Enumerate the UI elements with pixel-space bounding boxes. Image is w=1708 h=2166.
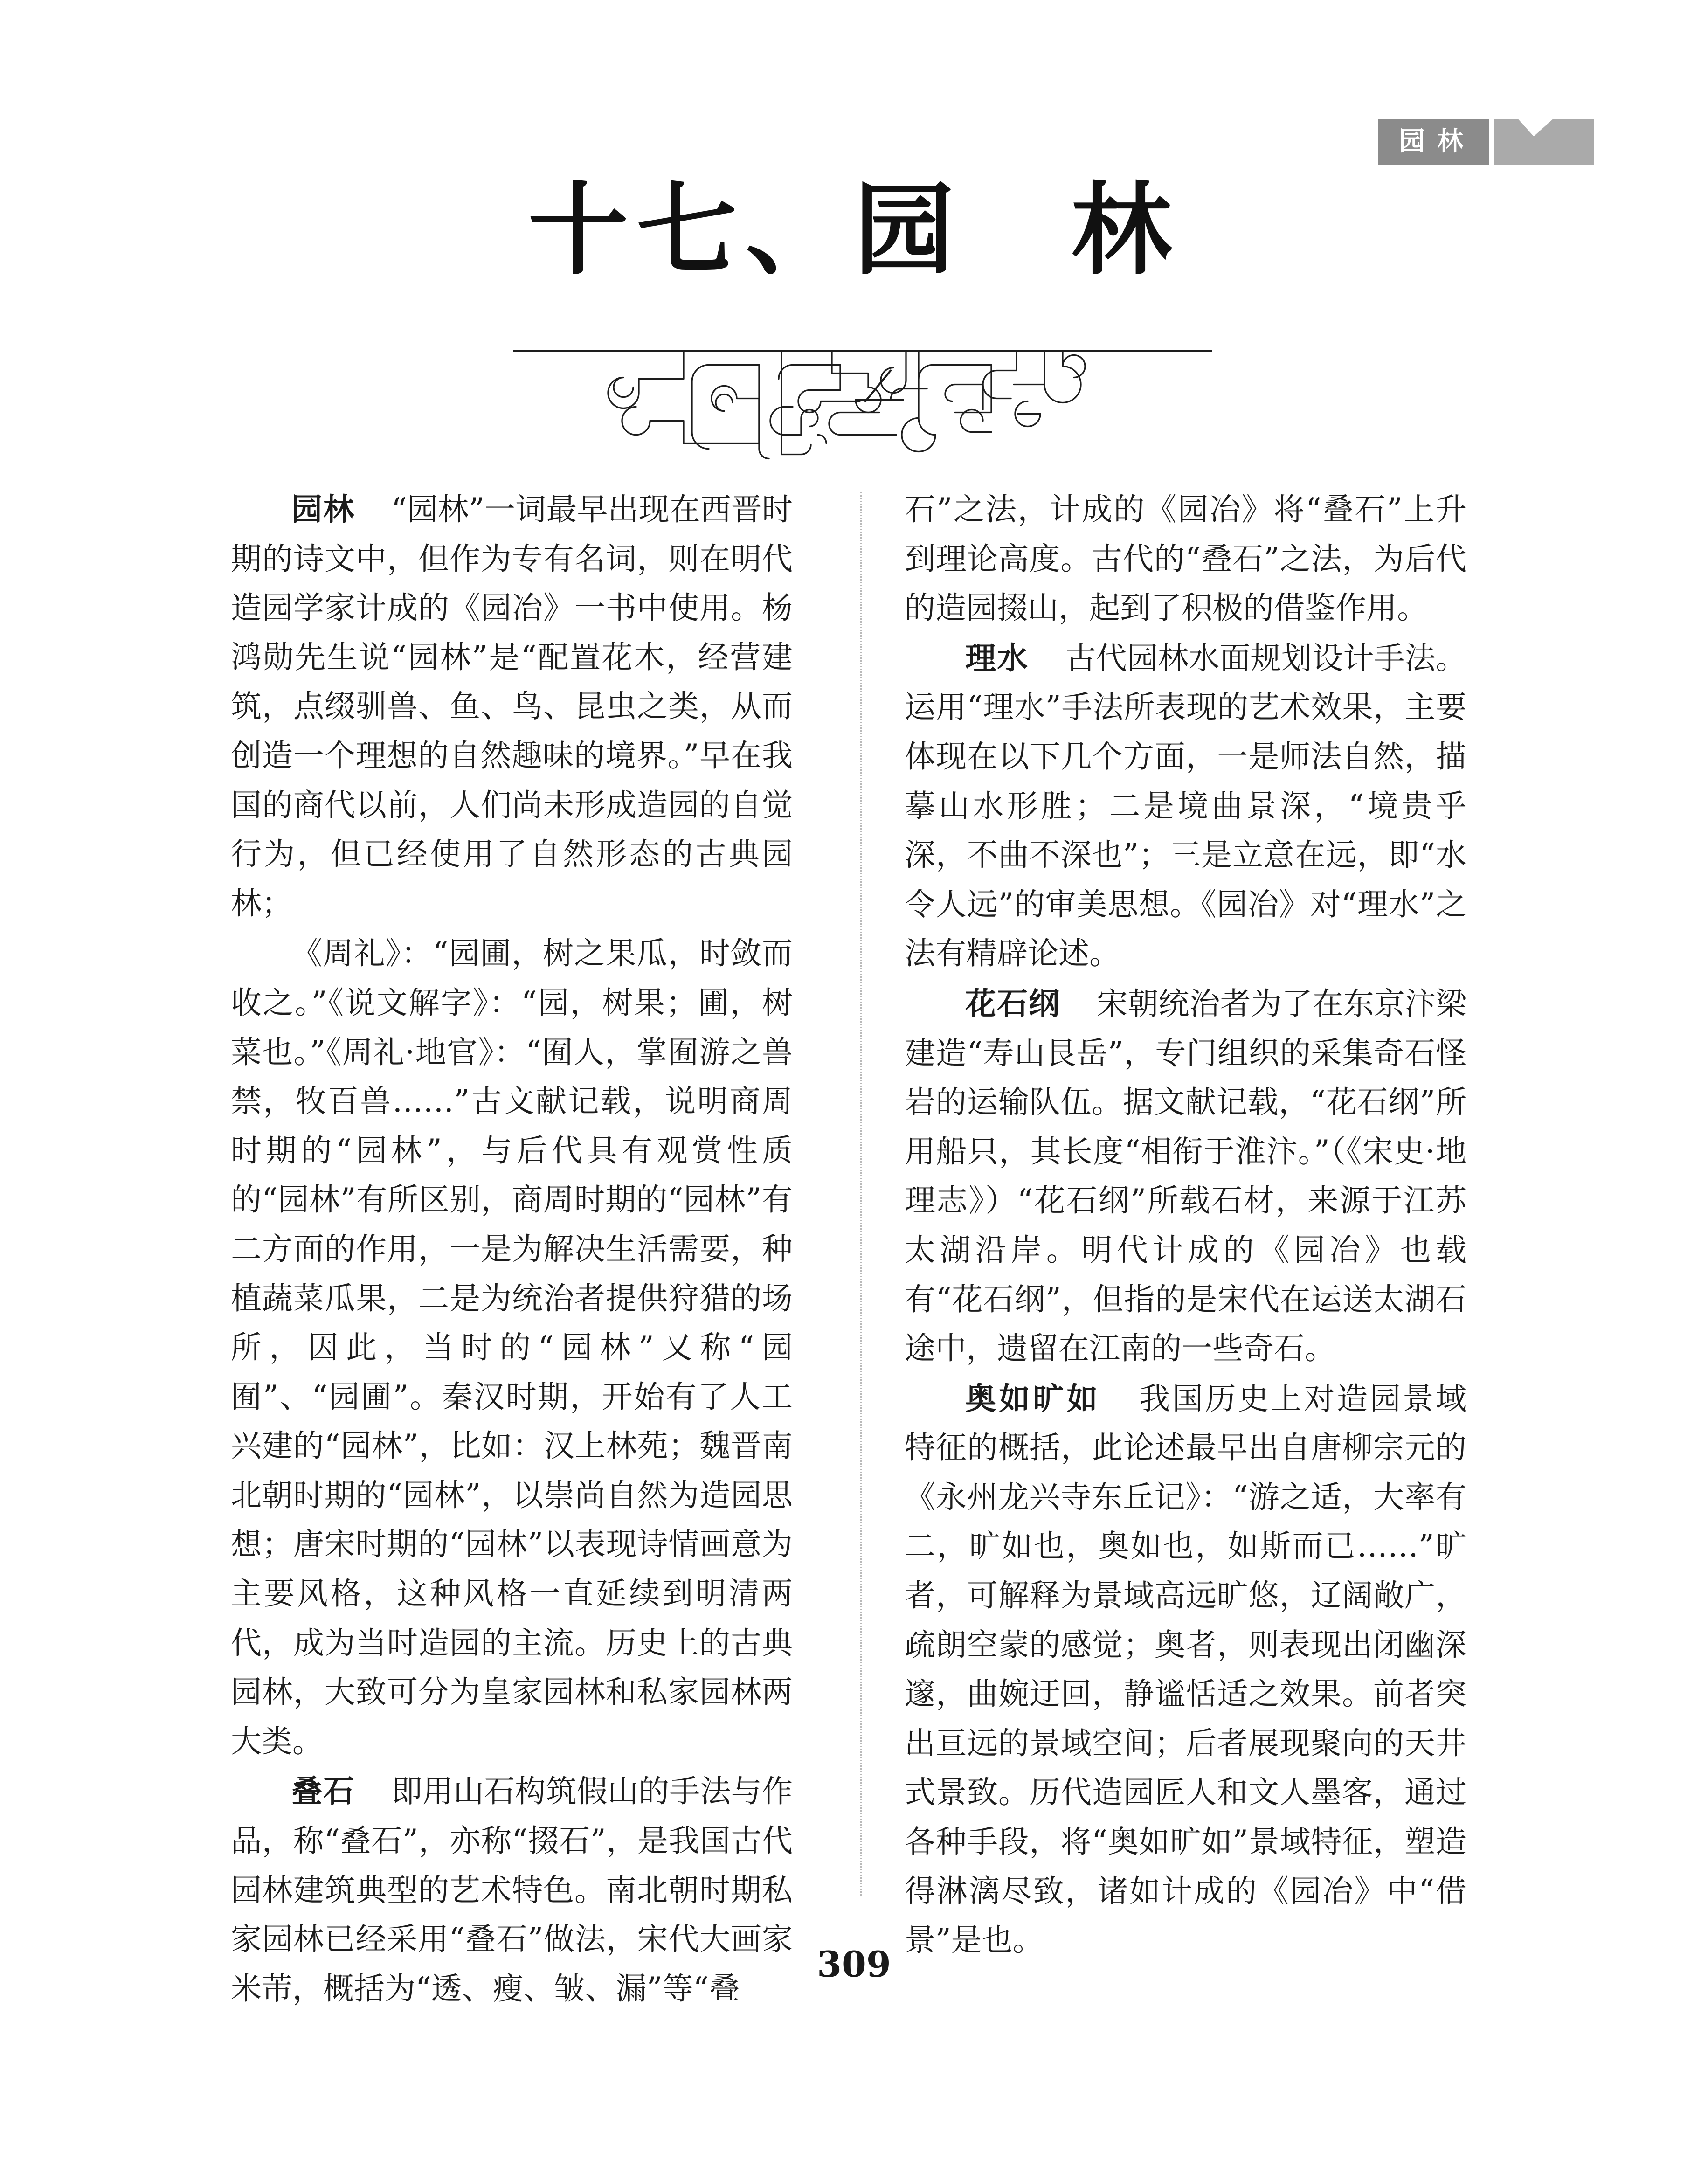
- entry-body: 古代园林水面规划设计手法。运用“理水”手法所表现的艺术效果，主要体现在以下几个方面，一是师法自然，描摹山水形胜；二是境曲景深，“境贵乎深，不曲不深也”；三是立意在远，即“水令人远”的审美思想。《园冶》对“理水”之法有精辟论述。: [905, 640, 1467, 972]
- check-arrow-mark-icon: [1494, 119, 1594, 165]
- entry-term: 理水: [965, 639, 1029, 676]
- chinese-key-fret-ornament-icon: [513, 345, 1212, 462]
- entry-body: 我国历史上对造园景域特征的概括，此论述最早出自唐柳宗元的《永州龙兴寺东丘记》：“游之适，大率有二，旷如也，奥如也，如斯而已……”旷者，可解释为景域高远旷悠，辽阔敞广，疏朗空蒙的感觉；奥者，则表现出闭幽深邃，曲婉迂回，静谧恬适之效果。前者突出亘远的景域空间；后者展现聚向的天井式景致。历代造园匠人和文人墨客，通过各种手段，将“奥如旷如”景域特征，塑造得淋漓尽致，诸如计成的《园冶》中“借景”是也。: [905, 1380, 1467, 1958]
- entry-body: 宋朝统治者为了在东京汴梁建造“寿山艮岳”，专门组织的采集奇石怪岩的运输队伍。据文献记载，“花石纲”所用船只，其长度“相衔于淮汴。”（《宋史·地理志》）“花石纲”所载石材，来源于江苏太湖沿岸。明代计成的《园冶》也载有“花石纲”，但指的是宋代在运送太湖石途中，遗留在江南的一些奇石。: [905, 985, 1467, 1367]
- entry-term: 叠石: [291, 1773, 355, 1810]
- entry-body: 石”之法，计成的《园冶》将“叠石”上升到理论高度。古代的“叠石”之法，为后代的造园掇山，起到了积极的借鉴作用。: [905, 491, 1466, 626]
- entry-body: 即用山石构筑假山的手法与作品，称“叠石”，亦称“掇石”，是我国古代园林建筑典型的艺术特色。南北朝时期私家园林已经采用“叠石”做法，宋代大画家米芾，概括为“透、瘦、皱、漏”等“叠: [231, 1773, 793, 2007]
- running-header-label: 园林: [1378, 119, 1489, 165]
- running-header: [1378, 119, 1594, 165]
- mark-baseline-bar: [1494, 151, 1594, 165]
- text-column-right: [849, 485, 1466, 2014]
- entry-paragraph: [231, 485, 793, 928]
- entry-term: 奥如旷如: [965, 1380, 1101, 1417]
- entry-paragraph: [905, 1374, 1466, 1965]
- entry-paragraph: [905, 634, 1466, 978]
- article-body: [231, 485, 1480, 2014]
- entry-term: 花石纲: [965, 985, 1061, 1022]
- chapter-title: 十七、园 林: [528, 171, 1180, 289]
- page-number: 309: [817, 1944, 891, 1985]
- entry-body: “园林”一词最早出现在西晋时期的诗文中，但作为专有名词，则在明代造园学家计成的《园冶》一书中使用。杨鸿勋先生说“园林”是“配置花木，经营建筑，点缀驯兽、鱼、鸟、昆虫之类，从而创造一个理想的自然趣味的境界。”早在我国的商代以前，人们尚未形成造园的自觉行为，但已经使用了自然形态的古典园林；: [231, 491, 793, 921]
- entry-paragraph: [231, 929, 793, 1766]
- entry-term: 园林: [291, 491, 355, 527]
- entry-paragraph: [905, 979, 1466, 1373]
- entry-paragraph: [905, 485, 1466, 633]
- text-column-left: [231, 485, 849, 2014]
- entry-body: 《周礼》：“园圃，树之果瓜，时敛而收之。”《说文解字》：“园，树果；圃，树菜也。”《周礼·地官》：“囿人，掌囿游之兽禁，牧百兽……”古文献记载，说明商周时期的“园林”，与后代具有观赏性质的“园林”有所区别，商周时期的“园林”有二方面的作用，一是为解决生活需要，种植蔬菜瓜果，二是为统治者提供狩猎的场所，因此，当时的“园林”又称“园囿”、“园圃”。秦汉时期，开始有了人工兴建的“园林”，比如：汉上林苑；魏晋南北朝时期的“园林”，以崇尚自然为造园思想；唐宋时期的“园林”以表现诗情画意为主要风格，这种风格一直延续到明清两代，成为当时造园的主流。历史上的古典园林，大致可分为皇家园林和私家园林两大类。: [231, 935, 793, 1759]
